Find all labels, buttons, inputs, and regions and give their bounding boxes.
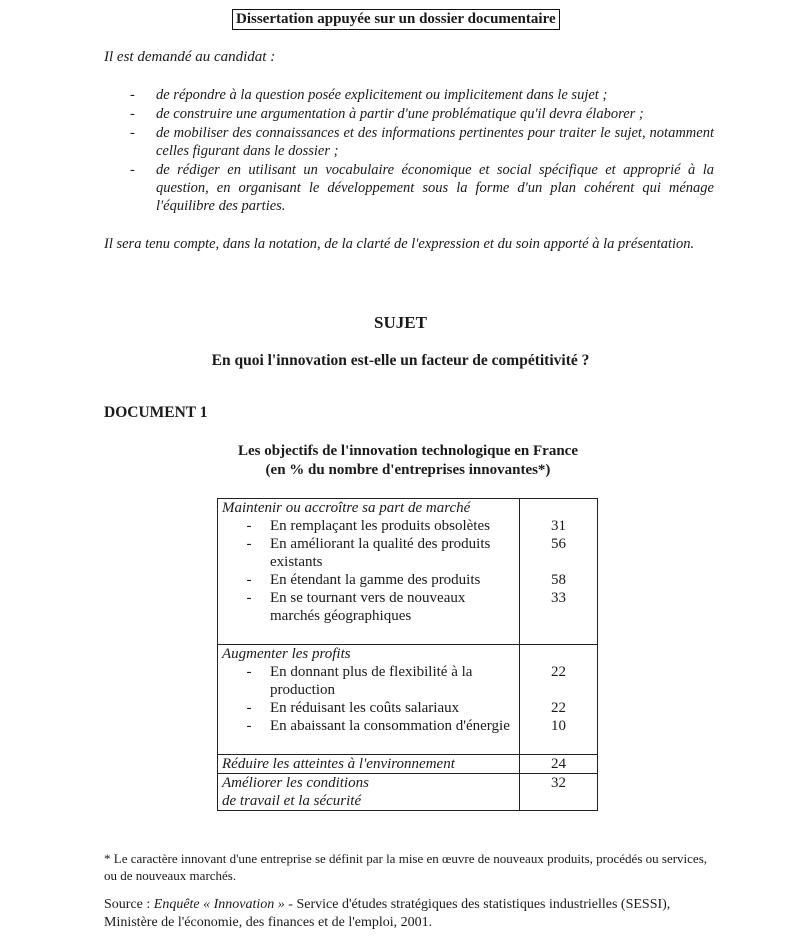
source-details: - Service d'études stratégiques des statistiques industrielles (SESSI), Ministère de l'économie, des finances et de l'emploi, 2001.: [104, 897, 671, 930]
table-row: [218, 699, 598, 717]
list-item: [104, 161, 714, 215]
list-item: [104, 124, 714, 160]
row-label: Améliorer les conditions de travail et la sécurité: [218, 774, 520, 811]
row-value: 24: [520, 755, 598, 774]
row-value: 10: [520, 717, 598, 755]
row-label: En donnant plus de flexibilité à la production: [270, 664, 473, 698]
row-label: En se tournant vers de nouveaux marchés géographiques: [270, 590, 466, 624]
row-value: 58: [520, 571, 598, 589]
row-label: En abaissant la consommation d'énergie: [270, 718, 510, 734]
row-label: En étendant la gamme des produits: [270, 572, 481, 588]
dash-marker: -: [130, 162, 135, 178]
objectives-table: [217, 498, 598, 811]
dash-marker: -: [130, 125, 135, 141]
table-row: [218, 517, 598, 535]
table-subtitle-line: (en % du nombre d'entreprises innovantes*): [265, 462, 551, 478]
dash-marker: -: [246, 590, 252, 606]
list-item: [104, 105, 714, 123]
source-title: Enquête « Innovation »: [153, 897, 285, 912]
document-label: DOCUMENT 1: [104, 404, 208, 421]
row-label: En remplaçant les produits obsolètes: [270, 518, 490, 534]
table-group-heading-row: [218, 499, 598, 518]
source-citation: [104, 896, 724, 932]
subject-question: En quoi l'innovation est-elle un facteur de compétitivité ?: [211, 352, 590, 369]
grading-note: Il sera tenu compte, dans la notation, de la clarté de l'expression et du soin apporté à la présentation.: [104, 236, 695, 252]
list-item: [104, 86, 714, 104]
list-item-text: de répondre à la question posée explicitement ou implicitement dans le sujet ;: [156, 87, 608, 103]
row-value: 22: [520, 699, 598, 717]
group-heading: Augmenter les profits: [218, 645, 520, 664]
list-item-text: de mobiliser des connaissances et des informations pertinentes pour traiter le sujet, notamment celles figurant dans le dossier ;: [156, 125, 714, 159]
row-value: 31: [520, 517, 598, 535]
dash-marker: -: [246, 536, 252, 552]
dash-marker: -: [246, 700, 252, 716]
group-heading: Maintenir ou accroître sa part de marché: [218, 499, 520, 518]
subject-heading: SUJET: [374, 313, 427, 332]
dash-marker: -: [246, 664, 252, 680]
dash-marker: -: [246, 718, 252, 734]
dash-marker: -: [130, 106, 135, 122]
table-row: [218, 535, 598, 571]
row-value: 33: [520, 589, 598, 645]
instructions-list: [104, 86, 714, 216]
instructions-intro: Il est demandé au candidat :: [104, 49, 276, 65]
source-prefix: Source :: [104, 897, 154, 912]
table-row: [218, 571, 598, 589]
dash-marker: -: [246, 518, 252, 534]
table-group-heading-row: [218, 645, 598, 664]
row-label: En réduisant les coûts salariaux: [270, 700, 460, 716]
table-row: [218, 589, 598, 645]
table-row: [218, 774, 598, 811]
table-row: [218, 663, 598, 699]
footnote: * Le caractère innovant d'une entreprise se définit par la mise en œuvre de nouveaux produits, procédés ou services, ou de nouveaux marchés.: [104, 851, 708, 883]
row-label: En améliorant la qualité des produits existants: [270, 536, 491, 570]
list-item-text: de construire une argumentation à partir d'une problématique qu'il devra élaborer ;: [156, 106, 644, 122]
document-header: Dissertation appuyée sur un dossier documentaire: [232, 9, 560, 30]
row-value: 56: [520, 535, 598, 571]
table-title-line: Les objectifs de l'innovation technologique en France: [238, 443, 578, 459]
table-row: [218, 717, 598, 755]
dash-marker: -: [130, 87, 135, 103]
row-value: 22: [520, 663, 598, 699]
row-value: 32: [520, 774, 598, 811]
list-item-text: de rédiger en utilisant un vocabulaire économique et social spécifique et approprié à la question, en organisant le développement sous la forme d'un plan cohérent qui ménage l'équilibre des parties.: [156, 162, 714, 214]
dash-marker: -: [246, 572, 252, 588]
table-title: [0, 442, 801, 480]
table-row: [218, 755, 598, 774]
row-label: Réduire les atteintes à l'environnement: [218, 755, 520, 774]
